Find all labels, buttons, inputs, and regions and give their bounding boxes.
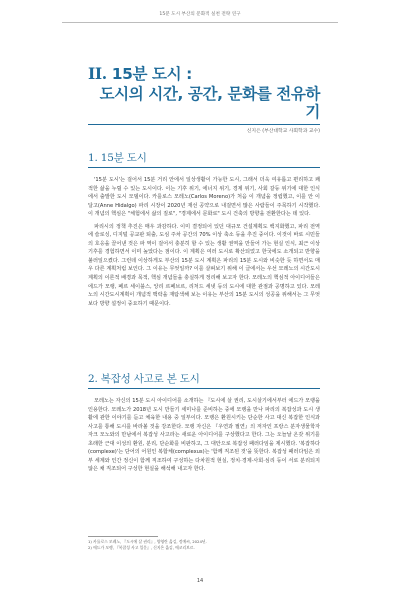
header-rule [62,22,338,23]
author-byline: 신지은 (부산대학교 사회학과 교수) [246,129,320,134]
section-heading-1: 1. 15분 도시 [88,152,147,164]
section-1-body [88,176,320,308]
paragraph: '15분 도시'는 걸어서 15분 거리 안에서 일상생활이 가능한 도시, 그래서 더욱 여유롭고 편리하고 쾌적한 삶을 누릴 수 있는 도시이다. 이는 기후 위기, 에너지 위기, 경제 위기, 사회 갈등 위기에 대한 인식에서 출발한 도시 모델이다. 카를로스 모레노(Carlos Moreno)가 처음 이 개념을 정립했고, 이를 안 이달고(Anne Hidalgo) 파리 시장이 2020년 재선 공약으로 내걸면서 많은 사람들이 주목하기 시작했다. 이 개념의 핵심은 "체험에서 삶의 질로", "경제에서 문화로" 도시 건축의 방향을 전환한다는 데 있다. [88,177,320,218]
chapter-rule [88,124,320,125]
footnotes [88,539,320,550]
chapter-heading [88,65,320,121]
section-2-body [88,397,320,474]
chapter-numeral: II. [88,64,112,83]
section-heading-2: 2. 복잡성 사고로 본 도시 [88,373,200,385]
paragraph: 모레노는 자신의 15분 도시 아이디어를 소개하는 『도시에 살 권리, 도시살기에서부터 에드가 모랭을 인용한다. 모레노가 2018년 도시 만들기 세미나를 준비하는 중에 모랭을 만나 파리의 복잡성과 도시 생활에 관한 이야기를 듣고 체육한 내용 중 일부이다. 모랭은 환원시키는 단순한 사고 대신 복잡한 인식과 사고를 통해 도시를 바라볼 것을 강조한다. 모랭 자신은 『우연과 필연』의 저자인 프랑스 분자생물학자 자크 모노와의 만남에서 복잡성 사고라는 새로운 아이디어를 구상했다고 한다. 그는 오늘날 온갖 위기를 초래한 근대 이성의 환원, 분리, 단순화를 비판하고, 그 대안으로 복잡성 패러다임을 제시했다. '복잡하다(complexe)'는 단어의 어원인 복합체(complexus)는 '함께 직조된 것'을 뜻한다. 복잡성 패러다임은 외부 세계와 인간 정신이 함께 직조하여 구성하는 다차원적 현실, 정치·경제·사회·심리 등이 서로 분리되지 않은 채 직조되어 구성한 현실을 해석해 내고자 한다. [88,398,320,473]
section-rule-2 [88,388,320,389]
footnote: 2) 에드가 모랭, 『복잡성 사고 입문』, 신지은 옮김, 에코리브르. [88,544,195,550]
footnote: 1) 카를로스 모레노, 『도시에 살 권리』, 양영란 옮김, 정예씨, 2024년. [88,539,207,544]
paragraph: 파리시의 정책 추진은 매우 과감하다. 이미 결정되어 있던 대규모 건설계획도 백지화했고, 파리 전역에 슬로싱, 디지털 공교판 퇴출, 도심 주차 공간의 70% 이상 축소 등을 추진 중이다. 이것이 바로 시민들의 호응을 끌어낸 것은 파 역이 걸어서 충분히 할 수 있는 생활 권역을 만들어 가는 현실 인식, 최근 이상 기후를 경험하면서 이미 높았다는 점이다. 이 계획은 여러 도시로 확산되었고 한국에도 소개되고 반향을 불러일으켰다. 그런데 이상하게도 부산의 15분 도시 계획은 파리의 15분 도시와 비슷한 듯 하면서도 매우 다른 계획처럼 보인다. 그 이유는 무엇일까? 이를 살펴보기 위해 이 글에서는 우선 모레노의 시간도시 계획의 이론적 배경과 목적, 핵심 개념들을 충실하게 정리해 보고자 한다. 모레노의 핵심적 아이디어들은 에드가 모랭, 페르 세이블스, 앙리 르페브르, 리처드 세넷 등의 도시에 대한 관점과 공명하고 있다. 모레노의 시간도시계획이 개념적 맥락을 재탐색해 보는 이유는 부산의 15분 도시의 성공을 위해서는 그 무엇보다 방향 설정이 중요하기 때문이다. [88,223,320,307]
section-rule-1 [88,167,320,168]
footnote-rule [88,536,158,537]
chapter-title [88,65,320,121]
running-header: 15분 도시 부산의 문화적 실천 전략 연구 [159,12,241,17]
page-number: 14 [196,578,204,584]
chapter-title-line2: 도시의 시간, 공간, 문화를 전유하기 [99,85,320,121]
chapter-title-line1: 15분 도시 : [111,65,192,83]
